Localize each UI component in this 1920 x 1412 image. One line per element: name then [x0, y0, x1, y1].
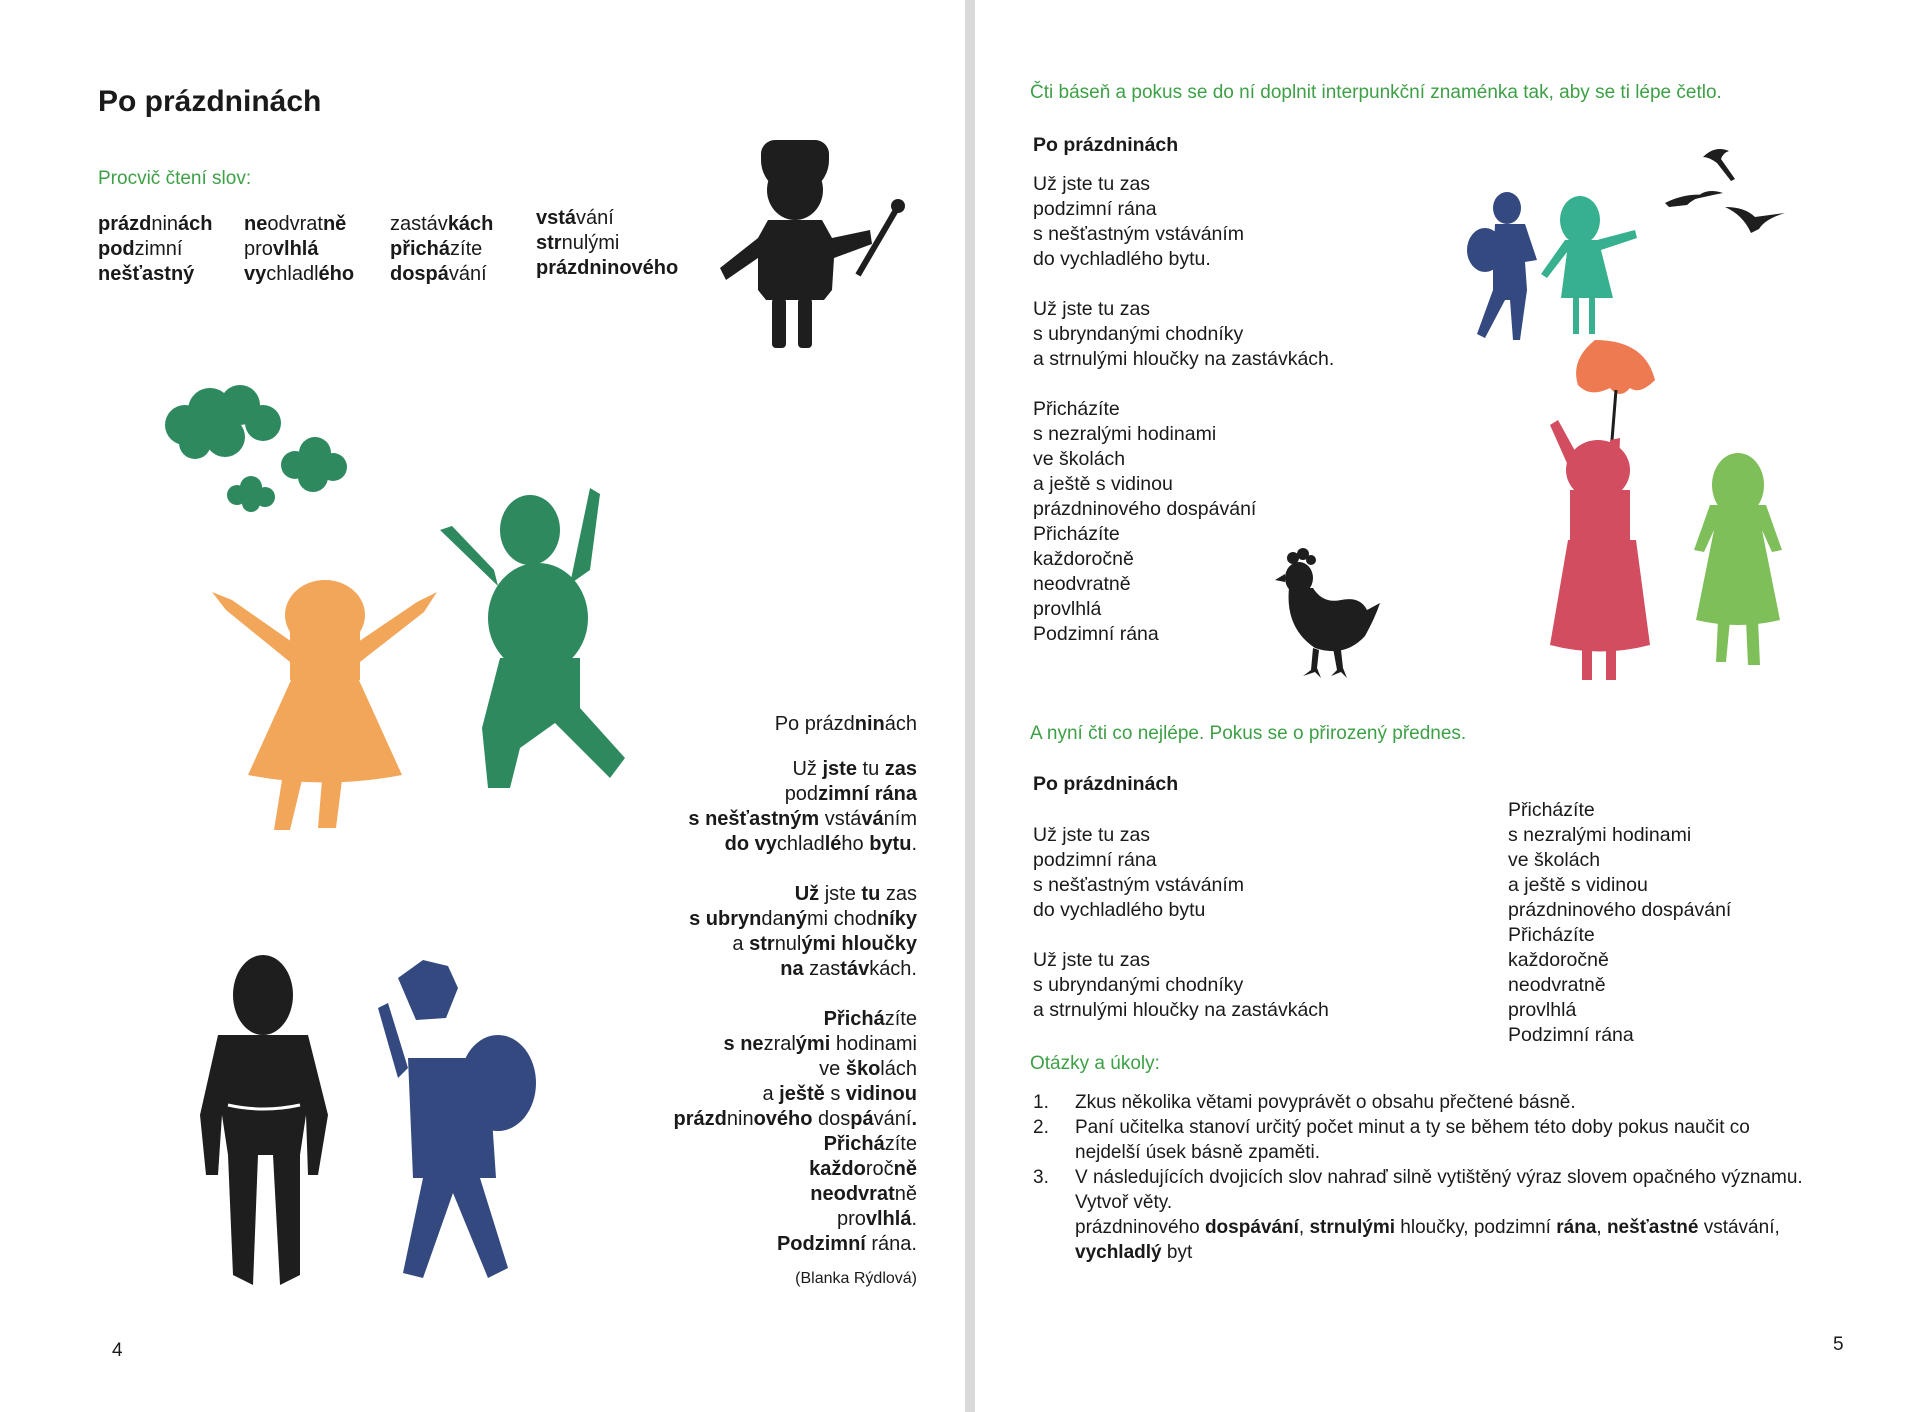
text-run: pod	[784, 783, 819, 805]
blue-boy-figure	[368, 948, 538, 1288]
task-list	[1033, 1090, 1853, 1265]
text-run: níky	[876, 908, 917, 930]
text-run: vání	[448, 263, 487, 285]
poem-stanza	[557, 1007, 917, 1257]
practice-word	[536, 256, 678, 281]
page-number-left: 4	[112, 1340, 123, 1361]
hen-illustration	[1275, 548, 1385, 683]
text-run: zíte	[450, 238, 483, 260]
text-run: nešťastný	[98, 263, 195, 285]
text-run: ně	[894, 1183, 917, 1205]
poem-body	[557, 757, 917, 1257]
practice-word	[390, 262, 493, 287]
task-line	[1075, 1140, 1853, 1165]
text-run: nešťastné	[1606, 1217, 1699, 1238]
text-run: na	[780, 958, 804, 980]
text-run: str	[536, 232, 562, 254]
text-run: ými	[801, 933, 836, 955]
text-run: hloučky, podzimní	[1395, 1217, 1557, 1238]
text-run: .	[911, 833, 917, 855]
questions-label: Otázky a úkoly:	[1030, 1053, 1160, 1074]
poem-line: Podzimní rána	[1033, 623, 1159, 645]
poem-stanza	[1033, 297, 1334, 372]
orange-girl-figure	[212, 580, 442, 850]
poem-line: každoročně	[1508, 949, 1609, 971]
text-run: prázd	[673, 1108, 727, 1130]
poem-line: s nezralými hodinami	[1033, 423, 1217, 445]
text-run: vání	[873, 1108, 912, 1130]
text-run: dospávání	[1204, 1217, 1299, 1238]
text-run: roč	[865, 1158, 894, 1180]
poem-line	[557, 907, 917, 932]
text-run: zíte	[884, 1008, 917, 1030]
poem-line: provlhlá	[1508, 999, 1577, 1021]
practice-word	[390, 237, 493, 262]
text-run: vidinou	[845, 1083, 917, 1105]
text-run: Přichá	[823, 1133, 885, 1155]
poem-line	[557, 832, 917, 857]
word-column	[390, 212, 493, 287]
text-run: lách	[880, 1058, 917, 1080]
text-run: .	[911, 1108, 917, 1130]
task-line	[1075, 1190, 1853, 1215]
text-run: mi chod	[806, 908, 877, 930]
text-run: s	[830, 1083, 846, 1105]
text-run: .	[911, 1208, 917, 1230]
text-run: V následujících dvojicích slov nahraď silně vytištěný výraz slovem opačného významu.	[1075, 1167, 1803, 1188]
poem-line	[557, 1107, 917, 1132]
green-clouds	[155, 385, 365, 515]
practice-word	[536, 231, 678, 256]
poem-line	[557, 757, 917, 782]
text-run: vá	[861, 808, 884, 830]
poem-line: ve školách	[1033, 448, 1126, 470]
text-run: odvrat	[267, 213, 323, 235]
text-run: jste	[819, 883, 862, 905]
practice-word	[536, 206, 678, 231]
task-line	[1075, 1215, 1853, 1240]
birds-illustration	[1665, 145, 1805, 235]
text-run: pod	[98, 238, 135, 260]
text-run: ně	[893, 1158, 917, 1180]
task-line	[1075, 1115, 1853, 1140]
text-run: Podzimní	[776, 1233, 866, 1255]
text-run: Už	[792, 758, 823, 780]
text-run: nin	[854, 713, 885, 735]
poem-line	[557, 1157, 917, 1182]
poem-line: s ubryndanými chodníky	[1033, 323, 1244, 345]
poem-line: prázdninového dospávání	[1033, 498, 1257, 520]
poem-line: Už jste tu zas	[1033, 298, 1151, 320]
poem-title	[557, 712, 917, 737]
text-run: vychladlý	[1075, 1242, 1162, 1263]
poem-author: (Blanka Rýdlová)	[795, 1270, 917, 1287]
text-run: a	[732, 933, 750, 955]
text-run: s ubryn	[689, 908, 762, 930]
text-run: prázdninového	[536, 257, 679, 279]
poem-line: do vychladlého bytu	[1033, 899, 1206, 921]
text-run: vstávání,	[1698, 1217, 1780, 1238]
text-run: zastáv	[390, 213, 448, 235]
poem-line: Už jste tu zas	[1033, 173, 1151, 195]
practice-label: Procvič čtení slov:	[98, 168, 252, 189]
text-run: kách	[447, 213, 494, 235]
text-run: pro	[836, 1208, 866, 1230]
practice-word	[98, 262, 213, 287]
standing-man-figure	[198, 955, 333, 1290]
text-run: s nešťastným	[688, 808, 820, 830]
text-run: nin	[726, 1108, 754, 1130]
text-run: hodinami	[835, 1033, 917, 1055]
text-run: zimní	[134, 238, 183, 260]
poem-left	[557, 712, 917, 1282]
page-number-right: 5	[1833, 1334, 1844, 1355]
text-run: neodvrat	[810, 1183, 895, 1205]
text-run: Vytvoř věty.	[1075, 1192, 1173, 1213]
text-run: ách	[178, 213, 213, 235]
text-run: vstá	[536, 207, 577, 229]
text-run: Přichá	[823, 1008, 885, 1030]
text-run: zas	[880, 883, 917, 905]
text-run: vlhlá	[865, 1208, 912, 1230]
text-run: ,	[1298, 1217, 1310, 1238]
poem-line: a strnulými hloučky na zastávkách	[1033, 999, 1329, 1021]
text-run: vstá	[819, 808, 862, 830]
poem-line	[557, 1207, 917, 1232]
text-run: Zkus několika větami povyprávět o obsahu přečtené básně.	[1075, 1092, 1576, 1113]
text-run: strnulými	[1309, 1217, 1396, 1238]
task-item	[1033, 1090, 1853, 1115]
poem-line	[557, 1032, 917, 1057]
poem-line: a strnulými hloučky na zastávkách.	[1033, 348, 1335, 370]
poem-line: každoročně	[1033, 548, 1134, 570]
poem-line	[557, 1082, 917, 1107]
poem-line: do vychladlého bytu.	[1033, 248, 1211, 270]
text-run: pro	[244, 238, 273, 260]
poem-line: a ještě s vidinou	[1033, 473, 1173, 495]
instruction-2: A nyní čti co nejlépe. Pokus se o přirozený přednes.	[1030, 723, 1467, 744]
text-run: rána	[874, 783, 917, 805]
text-run: ním	[883, 808, 917, 830]
text-run: vlhlá	[272, 238, 319, 260]
poem-stanza	[557, 882, 917, 982]
text-run: dos	[818, 1108, 851, 1130]
text-run: zíte	[884, 1133, 917, 1155]
text-run: ách	[884, 713, 917, 735]
text-run: nin	[151, 213, 179, 235]
children-pair-illustration	[1465, 190, 1645, 350]
text-run: nejdelší úsek básně zpaměti.	[1075, 1142, 1321, 1163]
text-run: rána	[1556, 1217, 1597, 1238]
text-run: chlad	[776, 833, 825, 855]
text-run: kách.	[869, 958, 917, 980]
poem-line: podzimní rána	[1033, 849, 1157, 871]
word-column	[536, 206, 678, 281]
poem-line: prázdninového dospávání	[1508, 899, 1732, 921]
poem-line: s nešťastným vstáváním	[1033, 223, 1245, 245]
practice-word	[244, 237, 354, 262]
word-column	[244, 212, 354, 287]
text-run: jste	[822, 758, 857, 780]
poem-line	[557, 807, 917, 832]
poem-line: s ubryndanými chodníky	[1033, 974, 1244, 996]
text-run: prázdninového	[1075, 1217, 1205, 1238]
text-run: a	[762, 1083, 780, 1105]
poem-stanza	[557, 757, 917, 857]
text-run: s ne	[723, 1033, 764, 1055]
poem-line	[557, 882, 917, 907]
text-run: str	[749, 933, 775, 955]
text-run: ný	[783, 908, 807, 930]
poem-line: Podzimní rána	[1508, 1024, 1634, 1046]
poem-stanza	[1033, 172, 1334, 272]
poem-line: provlhlá	[1033, 598, 1102, 620]
text-run: nulými	[561, 232, 620, 254]
poem-line	[557, 1007, 917, 1032]
poem1-title: Po prázdninách	[1033, 134, 1179, 156]
text-run: bytu	[869, 833, 912, 855]
text-run: tu	[861, 883, 881, 905]
text-run: ještě	[779, 1083, 831, 1105]
text-run: vání	[576, 207, 614, 229]
poem-line: podzimní rána	[1033, 198, 1157, 220]
text-run: zas	[803, 958, 841, 980]
poem-line: ve školách	[1508, 849, 1601, 871]
text-run: táv	[840, 958, 870, 980]
poem-line	[557, 1232, 917, 1257]
practice-word	[98, 237, 213, 262]
practice-word	[244, 212, 354, 237]
text-run: Paní učitelka stanoví určitý počet minut a ty se během této doby pokus naučit co	[1075, 1117, 1750, 1138]
task-line	[1075, 1165, 1853, 1190]
poem-line	[557, 1132, 917, 1157]
poem-line	[557, 1057, 917, 1082]
poem-line: s nešťastným vstáváním	[1033, 874, 1245, 896]
poem-line	[557, 782, 917, 807]
practice-word	[98, 212, 213, 237]
poem-stanza	[1033, 823, 1329, 923]
text-run: nul	[774, 933, 802, 955]
text-run: pá	[850, 1108, 874, 1130]
poem-line	[557, 932, 917, 957]
girls-umbrella-illustration	[1550, 340, 1800, 685]
text-run: ško	[845, 1058, 881, 1080]
text-run: prázd	[98, 213, 152, 235]
task-line	[1075, 1240, 1853, 1265]
text-run: Už	[794, 883, 820, 905]
text-run: ho	[841, 833, 870, 855]
text-run: Po prázd	[774, 713, 855, 735]
task-item	[1033, 1165, 1853, 1265]
poem2-title: Po prázdninách	[1033, 773, 1179, 795]
poem-line: a ještě s vidinou	[1508, 874, 1648, 896]
task-number: 1.	[1033, 1092, 1049, 1113]
poem-line	[557, 957, 917, 982]
poem-line	[557, 1182, 917, 1207]
text-run: vy	[244, 263, 267, 285]
task-line	[1075, 1090, 1853, 1115]
text-run: byt	[1161, 1242, 1193, 1263]
text-run: ými	[795, 1033, 836, 1055]
task-number: 3.	[1033, 1167, 1049, 1188]
text-run: ého	[318, 263, 355, 285]
poem-line: Přicházíte	[1033, 523, 1120, 545]
text-run: přichá	[390, 238, 451, 260]
text-run: ového	[753, 1108, 819, 1130]
poem-stanza	[1033, 948, 1329, 1023]
page-title: Po prázdninách	[98, 85, 322, 118]
text-run: každo	[809, 1158, 866, 1180]
word-column	[98, 212, 213, 287]
text-run: da	[761, 908, 784, 930]
text-run: hloučky	[841, 933, 917, 955]
poem-line: neodvratně	[1508, 974, 1606, 996]
task-item	[1033, 1115, 1853, 1165]
text-run: lé	[824, 833, 842, 855]
poem-line: Už jste tu zas	[1033, 824, 1151, 846]
text-run: do vy	[724, 833, 777, 855]
practice-word	[390, 212, 493, 237]
text-run: ,	[1596, 1217, 1607, 1238]
right-page	[975, 0, 1920, 1412]
poem-line: Už jste tu zas	[1033, 949, 1151, 971]
text-run: zral	[763, 1033, 796, 1055]
instruction-1: Čti báseň a pokus se do ní doplnit interpunkční znaménka tak, aby se ti lépe četlo.	[1030, 82, 1722, 103]
text-run: rána.	[865, 1233, 917, 1255]
text-run: chladl	[266, 263, 319, 285]
poem-line: s nezralými hodinami	[1508, 824, 1692, 846]
poem2-column-2	[1508, 798, 1731, 1048]
text-run: zimní	[818, 783, 870, 805]
task-number: 2.	[1033, 1117, 1049, 1138]
poem-line: Přicházíte	[1033, 398, 1120, 420]
man-with-stick-figure	[720, 140, 910, 350]
text-run: ve	[819, 1058, 846, 1080]
poem-line: Přicházíte	[1508, 924, 1595, 946]
text-run: dospá	[390, 263, 449, 285]
text-run: ne	[244, 213, 268, 235]
practice-word	[244, 262, 354, 287]
poem-line: Přicházíte	[1508, 799, 1595, 821]
text-run: tu	[856, 758, 885, 780]
text-run: zas	[884, 758, 917, 780]
poem-line: neodvratně	[1033, 573, 1131, 595]
text-run: ně	[322, 213, 347, 235]
poem2-column-1	[1033, 823, 1329, 1048]
